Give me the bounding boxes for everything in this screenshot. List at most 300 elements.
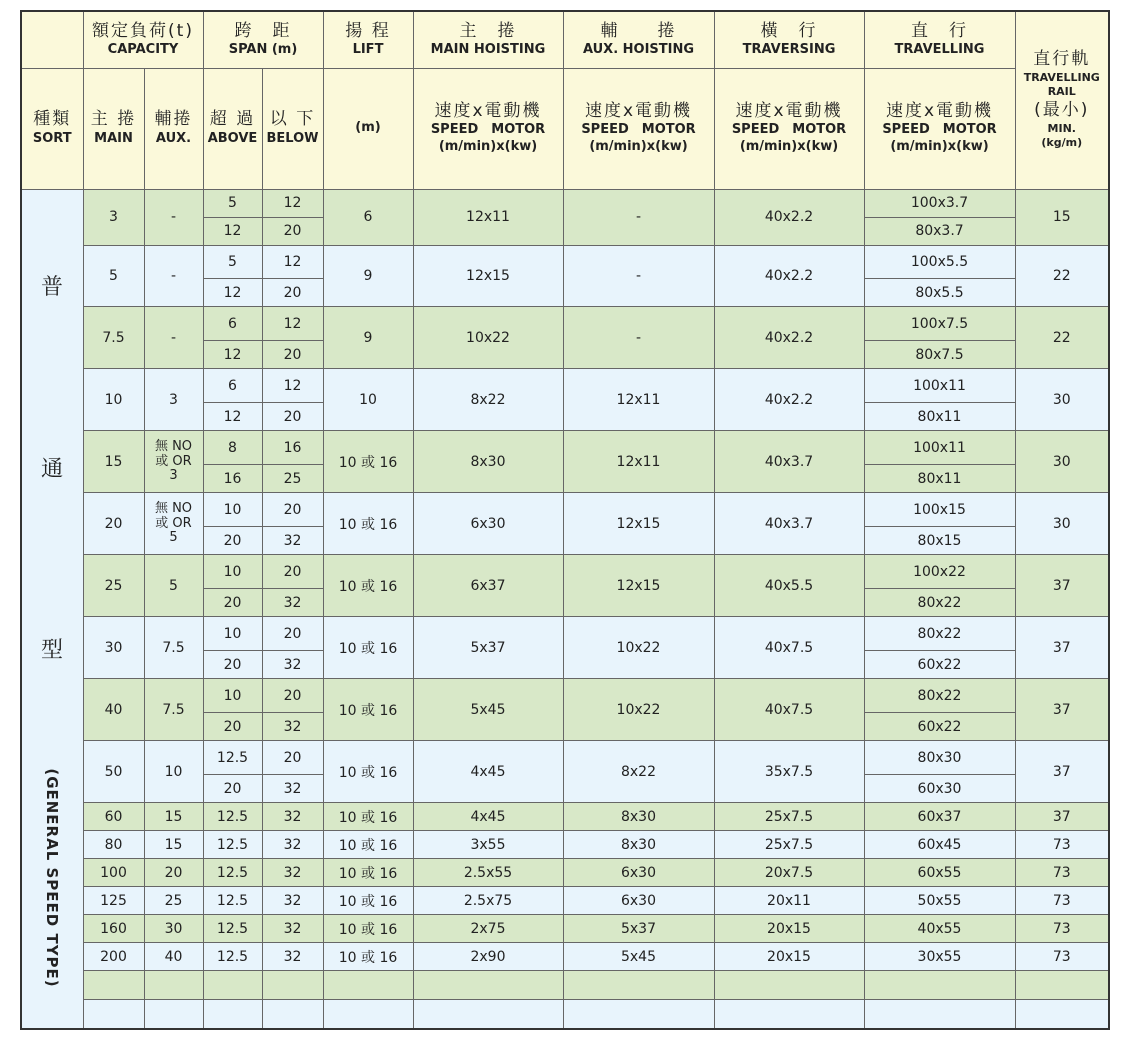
lift-cell: 10 或 16 xyxy=(323,831,413,859)
aux-hoisting-cell: 12x15 xyxy=(563,555,714,617)
crane-spec-table xyxy=(20,10,1110,1030)
lift-header-en: LIFT xyxy=(352,41,384,57)
aux-speed-en: SPEED MOTOR xyxy=(581,122,696,138)
aux-capacity-header-zh: 輔捲 xyxy=(154,109,193,130)
aux-hoisting-cell: - xyxy=(563,189,714,245)
empty-cell xyxy=(714,1000,864,1029)
sort-label-en: (GENERAL SPEED TYPE) xyxy=(43,767,61,988)
traversing-header xyxy=(714,11,864,68)
span-above-cell: 20 xyxy=(203,775,262,803)
empty-cell xyxy=(413,971,563,1000)
empty-cell xyxy=(864,1000,1015,1029)
table-row xyxy=(21,803,1109,831)
main-hoisting-cell: 6x30 xyxy=(413,493,563,555)
main-cell: 60 xyxy=(83,803,144,831)
lift-cell: 10 或 16 xyxy=(323,555,413,617)
travelling-cell: 80x15 xyxy=(864,527,1015,555)
table-row xyxy=(21,887,1109,915)
aux-cell: 40 xyxy=(144,943,203,971)
traversing-speed-zh: 速度x電動機 xyxy=(735,100,843,121)
span-above-cell: 6 xyxy=(203,307,262,341)
span-header-en: SPAN (m) xyxy=(228,41,298,57)
main-hoist-cell: 2x75 xyxy=(413,915,563,943)
aux-hoist-cell: 6x30 xyxy=(563,859,714,887)
aux-capacity-line: 無 NO xyxy=(154,439,193,455)
rail-cell: 22 xyxy=(1015,245,1109,307)
travelling-header-en: TRAVELLING xyxy=(894,41,985,57)
table-row xyxy=(21,493,1109,527)
travelling-cell: 100x15 xyxy=(864,493,1015,527)
span-below-header xyxy=(262,68,323,189)
span-below-cell: 20 xyxy=(262,279,323,307)
span-above-cell: 8 xyxy=(203,431,262,465)
above-cell: 12.5 xyxy=(203,915,262,943)
table-row xyxy=(21,915,1109,943)
span-below-cell: 32 xyxy=(262,775,323,803)
table-row xyxy=(21,555,1109,589)
aux-capacity-cell: 7.5 xyxy=(144,679,203,741)
traversing-cell: 40x3.7 xyxy=(714,431,864,493)
rail-cell: 37 xyxy=(1015,803,1109,831)
span-above-cell: 10 xyxy=(203,493,262,527)
main-capacity-cell: 3 xyxy=(83,189,144,245)
rail-header xyxy=(1015,11,1109,189)
travelling-cell: 60x55 xyxy=(864,859,1015,887)
aux-hoist-cell: 8x30 xyxy=(563,803,714,831)
aux-capacity-cell: 7.5 xyxy=(144,617,203,679)
aux-hoist-cell: 5x37 xyxy=(563,915,714,943)
aux-capacity-cell: - xyxy=(144,245,203,307)
sort-char-3: 型 xyxy=(40,637,63,663)
traversing-cell: 20x15 xyxy=(714,915,864,943)
aux-hoist-cell: 8x30 xyxy=(563,831,714,859)
main-hoist-cell: 3x55 xyxy=(413,831,563,859)
table-row xyxy=(21,943,1109,971)
aux-capacity-cell: 5 xyxy=(144,555,203,617)
aux-capacity-cell xyxy=(144,431,203,493)
aux-capacity-cell: - xyxy=(144,307,203,369)
main-capacity-cell: 5 xyxy=(83,245,144,307)
main-capacity-cell: 50 xyxy=(83,741,144,803)
main-hoisting-cell: 12x15 xyxy=(413,245,563,307)
lift-cell: 10 或 16 xyxy=(323,493,413,555)
rail-header-min-zh: (最小) xyxy=(1034,100,1090,121)
main-capacity-cell: 20 xyxy=(83,493,144,555)
span-below-cell: 32 xyxy=(262,527,323,555)
travelling-cell: 60x30 xyxy=(864,775,1015,803)
main-capacity-header-zh: 主 捲 xyxy=(90,109,137,130)
span-above-header-zh: 超 過 xyxy=(209,109,256,130)
main-capacity-header xyxy=(83,68,144,189)
empty-cell xyxy=(323,1000,413,1029)
span-below-cell: 12 xyxy=(262,369,323,403)
traversing-speed-unit: (m/min)x(kw) xyxy=(739,139,839,155)
aux-capacity-line: 或 OR xyxy=(155,453,192,469)
empty-cell xyxy=(203,1000,262,1029)
main-capacity-cell: 30 xyxy=(83,617,144,679)
main-speed-en: SPEED MOTOR xyxy=(430,122,546,138)
span-below-cell: 20 xyxy=(262,555,323,589)
main-hoisting-cell: 12x11 xyxy=(413,189,563,245)
empty-cell xyxy=(563,971,714,1000)
main-capacity-cell: 7.5 xyxy=(83,307,144,369)
rail-cell: 30 xyxy=(1015,369,1109,431)
empty-cell xyxy=(563,1000,714,1029)
travelling-cell: 80x30 xyxy=(864,741,1015,775)
lift-cell: 10 或 16 xyxy=(323,803,413,831)
below-cell: 32 xyxy=(262,943,323,971)
span-above-cell: 20 xyxy=(203,651,262,679)
traversing-cell: 40x3.7 xyxy=(714,493,864,555)
sort-label-cell xyxy=(21,189,83,1029)
rail-cell: 37 xyxy=(1015,741,1109,803)
lift-cell: 10 或 16 xyxy=(323,943,413,971)
rail-header-min-en: MIN. xyxy=(1047,121,1076,135)
main-hoisting-cell: 6x37 xyxy=(413,555,563,617)
travelling-cell: 100x11 xyxy=(864,431,1015,465)
below-cell: 32 xyxy=(262,915,323,943)
empty-cell xyxy=(83,1000,144,1029)
above-cell: 12.5 xyxy=(203,803,262,831)
above-cell: 12.5 xyxy=(203,943,262,971)
table-row xyxy=(21,741,1109,775)
empty-cell xyxy=(323,971,413,1000)
lift-header-zh: 揚 程 xyxy=(345,20,391,41)
empty-cell xyxy=(83,971,144,1000)
main-hoisting-header-zh: 主 捲 xyxy=(459,20,517,41)
aux-capacity-line: 無 NO xyxy=(154,501,193,517)
main-capacity-cell: 15 xyxy=(83,431,144,493)
span-above-cell: 10 xyxy=(203,679,262,713)
travelling-cell: 50x55 xyxy=(864,887,1015,915)
travelling-cell: 100x7.5 xyxy=(864,307,1015,341)
travelling-cell: 40x55 xyxy=(864,915,1015,943)
aux-hoisting-header-zh: 輔 捲 xyxy=(600,20,677,41)
empty-cell xyxy=(1015,971,1109,1000)
aux-cell: 25 xyxy=(144,887,203,915)
span-above-cell: 20 xyxy=(203,713,262,741)
span-below-header-en: BELOW xyxy=(266,130,319,146)
aux-capacity-line: 5 xyxy=(169,529,178,545)
below-cell: 32 xyxy=(262,803,323,831)
main-hoist-cell: 2.5x55 xyxy=(413,859,563,887)
aux-capacity-header-en: AUX. xyxy=(155,130,192,146)
traversing-cell: 25x7.5 xyxy=(714,831,864,859)
empty-row xyxy=(21,971,1109,1000)
capacity-header-zh: 額定負荷(t) xyxy=(92,20,194,41)
aux-speed-zh: 速度x電動機 xyxy=(584,100,693,121)
main-hoisting-cell: 4x45 xyxy=(413,741,563,803)
empty-cell xyxy=(203,971,262,1000)
capacity-header-en: CAPACITY xyxy=(107,41,179,57)
rail-cell: 30 xyxy=(1015,431,1109,493)
empty-row xyxy=(21,1000,1109,1029)
aux-hoist-cell: 5x45 xyxy=(563,943,714,971)
aux-capacity-cell xyxy=(144,493,203,555)
aux-capacity-cell: 10 xyxy=(144,741,203,803)
span-above-cell: 5 xyxy=(203,189,262,217)
span-above-header-en: ABOVE xyxy=(207,130,258,146)
span-below-cell: 20 xyxy=(262,403,323,431)
table-row xyxy=(21,679,1109,713)
rail-cell: 37 xyxy=(1015,555,1109,617)
travelling-speed-header xyxy=(864,68,1015,189)
traversing-cell: 40x7.5 xyxy=(714,679,864,741)
span-below-cell: 20 xyxy=(262,741,323,775)
aux-capacity-cell: 3 xyxy=(144,369,203,431)
aux-hoist-cell: 6x30 xyxy=(563,887,714,915)
traversing-speed-en: SPEED MOTOR xyxy=(731,122,847,138)
aux-hoisting-cell: 12x11 xyxy=(563,431,714,493)
sort-header-en: SORT xyxy=(32,130,72,146)
span-below-cell: 20 xyxy=(262,217,323,245)
table-row xyxy=(21,245,1109,279)
rail-cell: 73 xyxy=(1015,831,1109,859)
span-above-cell: 10 xyxy=(203,617,262,651)
below-cell: 32 xyxy=(262,831,323,859)
main-capacity-cell: 40 xyxy=(83,679,144,741)
traversing-cell: 40x5.5 xyxy=(714,555,864,617)
travelling-cell: 60x45 xyxy=(864,831,1015,859)
rail-cell: 37 xyxy=(1015,679,1109,741)
main-speed-zh: 速度x電動機 xyxy=(434,100,542,121)
aux-hoisting-cell: - xyxy=(563,307,714,369)
rail-cell: 22 xyxy=(1015,307,1109,369)
span-below-cell: 32 xyxy=(262,713,323,741)
above-cell: 12.5 xyxy=(203,831,262,859)
span-below-header-zh: 以 下 xyxy=(269,109,316,130)
traversing-cell: 40x2.2 xyxy=(714,245,864,307)
below-cell: 32 xyxy=(262,887,323,915)
span-below-cell: 20 xyxy=(262,341,323,369)
main-capacity-cell: 10 xyxy=(83,369,144,431)
main-capacity-cell: 25 xyxy=(83,555,144,617)
travelling-cell: 80x11 xyxy=(864,403,1015,431)
sort-header-zh: 種類 xyxy=(33,109,72,130)
travelling-cell: 80x7.5 xyxy=(864,341,1015,369)
empty-cell xyxy=(262,1000,323,1029)
table-row xyxy=(21,831,1109,859)
sort-char-2: 通 xyxy=(40,456,63,482)
aux-cell: 20 xyxy=(144,859,203,887)
travelling-cell: 30x55 xyxy=(864,943,1015,971)
rail-header-unit: (kg/m) xyxy=(1041,136,1083,150)
aux-hoisting-cell: 12x11 xyxy=(563,369,714,431)
main-hoist-cell: 2x90 xyxy=(413,943,563,971)
span-below-cell: 32 xyxy=(262,651,323,679)
main-hoisting-header xyxy=(413,11,563,68)
rail-cell: 15 xyxy=(1015,189,1109,245)
traversing-cell: 40x2.2 xyxy=(714,189,864,245)
span-above-cell: 16 xyxy=(203,465,262,493)
above-cell: 12.5 xyxy=(203,887,262,915)
span-below-cell: 12 xyxy=(262,307,323,341)
main-cell: 200 xyxy=(83,943,144,971)
main-hoisting-cell: 8x30 xyxy=(413,431,563,493)
below-cell: 32 xyxy=(262,859,323,887)
main-hoisting-speed-header xyxy=(413,68,563,189)
table-row xyxy=(21,617,1109,651)
aux-cell: 30 xyxy=(144,915,203,943)
main-cell: 100 xyxy=(83,859,144,887)
sort-header-top xyxy=(21,11,83,68)
traversing-header-zh: 橫 行 xyxy=(760,20,818,41)
travelling-cell: 60x22 xyxy=(864,713,1015,741)
span-above-cell: 6 xyxy=(203,369,262,403)
travelling-cell: 100x5.5 xyxy=(864,245,1015,279)
aux-hoisting-cell: 10x22 xyxy=(563,679,714,741)
rail-cell: 73 xyxy=(1015,915,1109,943)
span-above-cell: 10 xyxy=(203,555,262,589)
travelling-speed-unit: (m/min)x(kw) xyxy=(890,139,989,155)
aux-speed-unit: (m/min)x(kw) xyxy=(589,139,688,155)
travelling-cell: 60x37 xyxy=(864,803,1015,831)
span-above-cell: 12 xyxy=(203,217,262,245)
travelling-cell: 60x22 xyxy=(864,651,1015,679)
aux-capacity-line: 或 OR xyxy=(155,515,192,531)
travelling-cell: 100x22 xyxy=(864,555,1015,589)
rail-cell: 73 xyxy=(1015,859,1109,887)
main-hoist-cell: 2.5x75 xyxy=(413,887,563,915)
sort-char-1: 普 xyxy=(40,274,63,300)
span-header xyxy=(203,11,323,68)
empty-cell xyxy=(144,1000,203,1029)
table-row xyxy=(21,369,1109,403)
main-speed-unit: (m/min)x(kw) xyxy=(438,139,538,155)
travelling-speed-en: SPEED MOTOR xyxy=(882,122,997,138)
span-below-cell: 20 xyxy=(262,493,323,527)
lift-cell: 9 xyxy=(323,307,413,369)
span-below-cell: 25 xyxy=(262,465,323,493)
span-below-cell: 16 xyxy=(262,431,323,465)
span-below-cell: 12 xyxy=(262,189,323,217)
span-header-zh: 跨 距 xyxy=(234,20,292,41)
travelling-cell: 80x22 xyxy=(864,589,1015,617)
span-below-cell: 20 xyxy=(262,617,323,651)
aux-hoisting-cell: 10x22 xyxy=(563,617,714,679)
travelling-speed-zh: 速度x電動機 xyxy=(885,100,994,121)
main-capacity-header-en: MAIN xyxy=(94,130,133,146)
empty-cell xyxy=(262,971,323,1000)
above-cell: 12.5 xyxy=(203,859,262,887)
empty-cell xyxy=(144,971,203,1000)
span-above-cell: 20 xyxy=(203,527,262,555)
aux-capacity-header xyxy=(144,68,203,189)
empty-cell xyxy=(1015,1000,1109,1029)
aux-hoisting-cell: - xyxy=(563,245,714,307)
traversing-cell: 20x15 xyxy=(714,943,864,971)
traversing-cell: 40x2.2 xyxy=(714,307,864,369)
main-hoisting-cell: 8x22 xyxy=(413,369,563,431)
main-cell: 160 xyxy=(83,915,144,943)
traversing-cell: 40x7.5 xyxy=(714,617,864,679)
rail-cell: 37 xyxy=(1015,617,1109,679)
lift-cell: 6 xyxy=(323,189,413,245)
span-above-cell: 12 xyxy=(203,279,262,307)
aux-cell: 15 xyxy=(144,803,203,831)
main-hoisting-cell: 5x45 xyxy=(413,679,563,741)
traversing-cell: 20x11 xyxy=(714,887,864,915)
rail-cell: 73 xyxy=(1015,943,1109,971)
sort-header xyxy=(21,68,83,189)
main-cell: 80 xyxy=(83,831,144,859)
travelling-cell: 80x22 xyxy=(864,617,1015,651)
travelling-cell: 80x22 xyxy=(864,679,1015,713)
lift-cell: 10 或 16 xyxy=(323,741,413,803)
span-above-cell: 5 xyxy=(203,245,262,279)
aux-hoisting-header-en: AUX. HOISTING xyxy=(582,41,695,57)
rail-header-en: TRAVELLING RAIL xyxy=(1023,70,1100,99)
rail-header-zh: 直行軌 xyxy=(1033,49,1091,70)
span-below-cell: 32 xyxy=(262,589,323,617)
travelling-cell: 100x3.7 xyxy=(864,189,1015,217)
lift-cell: 10 或 16 xyxy=(323,617,413,679)
aux-hoisting-speed-header xyxy=(563,68,714,189)
span-above-cell: 12 xyxy=(203,341,262,369)
aux-hoisting-header xyxy=(563,11,714,68)
lift-cell: 10 或 16 xyxy=(323,859,413,887)
sort-label xyxy=(22,190,82,1028)
span-above-cell: 12.5 xyxy=(203,741,262,775)
travelling-cell: 80x11 xyxy=(864,465,1015,493)
span-below-cell: 20 xyxy=(262,679,323,713)
main-hoisting-header-en: MAIN HOISTING xyxy=(430,41,546,57)
travelling-cell: 100x11 xyxy=(864,369,1015,403)
empty-cell xyxy=(714,971,864,1000)
travelling-header-zh: 直 行 xyxy=(911,20,968,41)
spec-body xyxy=(21,189,1109,1029)
traversing-cell: 25x7.5 xyxy=(714,803,864,831)
lift-cell: 10 或 16 xyxy=(323,915,413,943)
span-below-cell: 12 xyxy=(262,245,323,279)
table-row xyxy=(21,431,1109,465)
traversing-header-en: TRAVERSING xyxy=(742,41,836,57)
span-above-cell: 12 xyxy=(203,403,262,431)
table-row xyxy=(21,859,1109,887)
aux-hoisting-cell: 12x15 xyxy=(563,493,714,555)
traversing-cell: 40x2.2 xyxy=(714,369,864,431)
empty-cell xyxy=(864,971,1015,1000)
main-hoisting-cell: 5x37 xyxy=(413,617,563,679)
traversing-cell: 20x7.5 xyxy=(714,859,864,887)
span-above-cell: 20 xyxy=(203,589,262,617)
travelling-cell: 80x3.7 xyxy=(864,217,1015,245)
rail-cell: 30 xyxy=(1015,493,1109,555)
lift-header xyxy=(323,11,413,68)
lift-cell: 10 或 16 xyxy=(323,679,413,741)
aux-capacity-line: 3 xyxy=(169,467,178,483)
aux-capacity-cell: - xyxy=(144,189,203,245)
travelling-header xyxy=(864,11,1015,68)
capacity-header xyxy=(83,11,203,68)
empty-cell xyxy=(413,1000,563,1029)
main-hoisting-cell: 10x22 xyxy=(413,307,563,369)
lift-cell: 10 xyxy=(323,369,413,431)
main-cell: 125 xyxy=(83,887,144,915)
span-above-header xyxy=(203,68,262,189)
traversing-speed-header xyxy=(714,68,864,189)
aux-hoisting-cell: 8x22 xyxy=(563,741,714,803)
rail-cell: 73 xyxy=(1015,887,1109,915)
lift-unit: (m) xyxy=(355,120,381,136)
lift-cell: 10 或 16 xyxy=(323,887,413,915)
lift-unit-header xyxy=(323,68,413,189)
main-hoist-cell: 4x45 xyxy=(413,803,563,831)
table-row xyxy=(21,189,1109,217)
travelling-cell: 80x5.5 xyxy=(864,279,1015,307)
aux-cell: 15 xyxy=(144,831,203,859)
traversing-cell: 35x7.5 xyxy=(714,741,864,803)
